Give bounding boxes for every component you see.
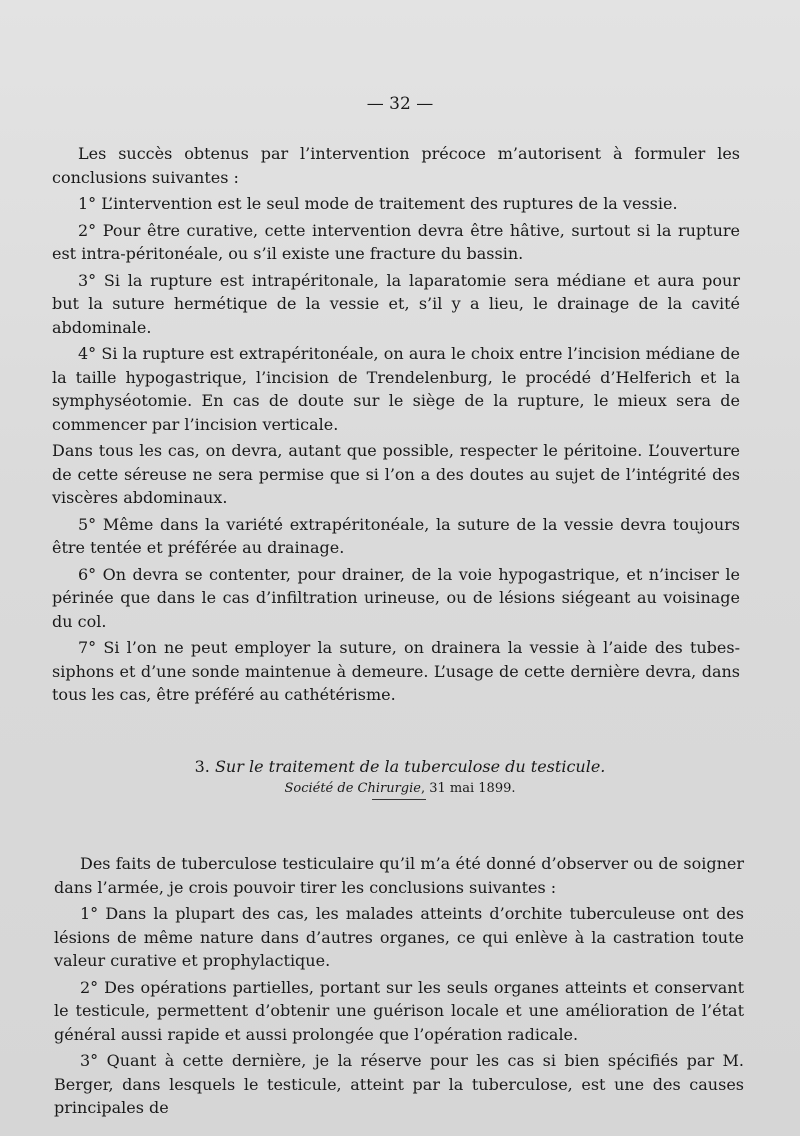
section-source <box>0 781 800 796</box>
paragraph: 2° Des opérations partielles, portant sur les seuls organes atteints et conservant le testicule, permettent d’obtenir une guérison locale et une amélioration de l’état général aussi rapide et aussi prolongée que l’opération radicale. <box>54 977 744 1044</box>
paragraph: Dans tous les cas, on devra, autant que possible, respecter le péritoine. L’ouverture de cette séreuse ne sera permise que si l’on a des doutes au sujet de l’intégrité des viscères abdominaux. <box>52 441 740 507</box>
paragraph: 3° Si la rupture est intrapéritonale, la laparatomie sera médiane et aura pour but la suture hermétique de la vessie et, s’il y a lieu, le drainage de la cavité abdominale. <box>52 270 740 337</box>
section-title: Sur le traitement de la tuberculose du testicule. <box>214 757 606 776</box>
paragraph: 3° Quant à cette dernière, je la réserve pour les cas si bien spécifiés par M. Berger, dans lesquels le testicule, atteint par la tuberculose, est une des causes principales de <box>54 1051 744 1117</box>
paragraph: 7° Si l’on ne peut employer la suture, on drainera la vessie à l’aide des tubes-siphons et d’une sonde maintenue à demeure. L’usage de cette dernière devra, dans tous les cas, être préféré au cathétérisme. <box>52 638 740 704</box>
section-divider <box>372 799 426 800</box>
section-number: 3. <box>194 757 210 776</box>
page-number: — 32 — <box>366 94 434 114</box>
section-heading <box>0 757 800 776</box>
paragraph: Des faits de tuberculose testiculaire qu’il m’a été donné d’observer ou de soigner dans l’armée, je crois pouvoir tirer les conclusions suivantes : <box>54 854 744 897</box>
paragraph: 2° Pour être curative, cette intervention devra être hâtive, surtout si la rupture est intra-péritonéale, ou s’il existe une fracture du bassin. <box>52 220 740 263</box>
paragraph: 4° Si la rupture est extrapéritonéale, on aura le choix entre l’incision médiane de la taille hypogastrique, l’incision de Trendelenburg, le procédé d’Helferich et la symphyséotomie. En cas de doute sur le siège de la rupture, le mieux sera de commencer par l’incision verticale. <box>52 344 740 434</box>
conclusions-text <box>52 142 740 710</box>
paragraph: 1° Dans la plupart des cas, les malades atteints d’orchite tuberculeuse ont des lésions de même nature dans d’autres organes, ce qui enlève à la castration toute valeur curative et prophylactique. <box>54 904 744 970</box>
section-date: , 31 mai 1899. <box>420 781 516 796</box>
paragraph: 5° Même dans la variété extrapéritonéale, la suture de la vessie devra toujours être tentée et préférée au drainage. <box>52 514 740 557</box>
society-name: Société de Chirurgie <box>284 781 421 796</box>
paragraph: Les succès obtenus par l’intervention précoce m’autorisent à formuler les conclusions suivantes : <box>52 144 740 187</box>
tuberculosis-text <box>54 852 744 1123</box>
paragraph: 1° L’intervention est le seul mode de traitement des ruptures de la vessie. <box>78 194 678 213</box>
paragraph: 6° On devra se contenter, pour drainer, de la voie hypogastrique, et n’inciser le périnée que dans le cas d’infiltration urineuse, ou de lésions siégeant au voisinage du col. <box>52 564 740 631</box>
